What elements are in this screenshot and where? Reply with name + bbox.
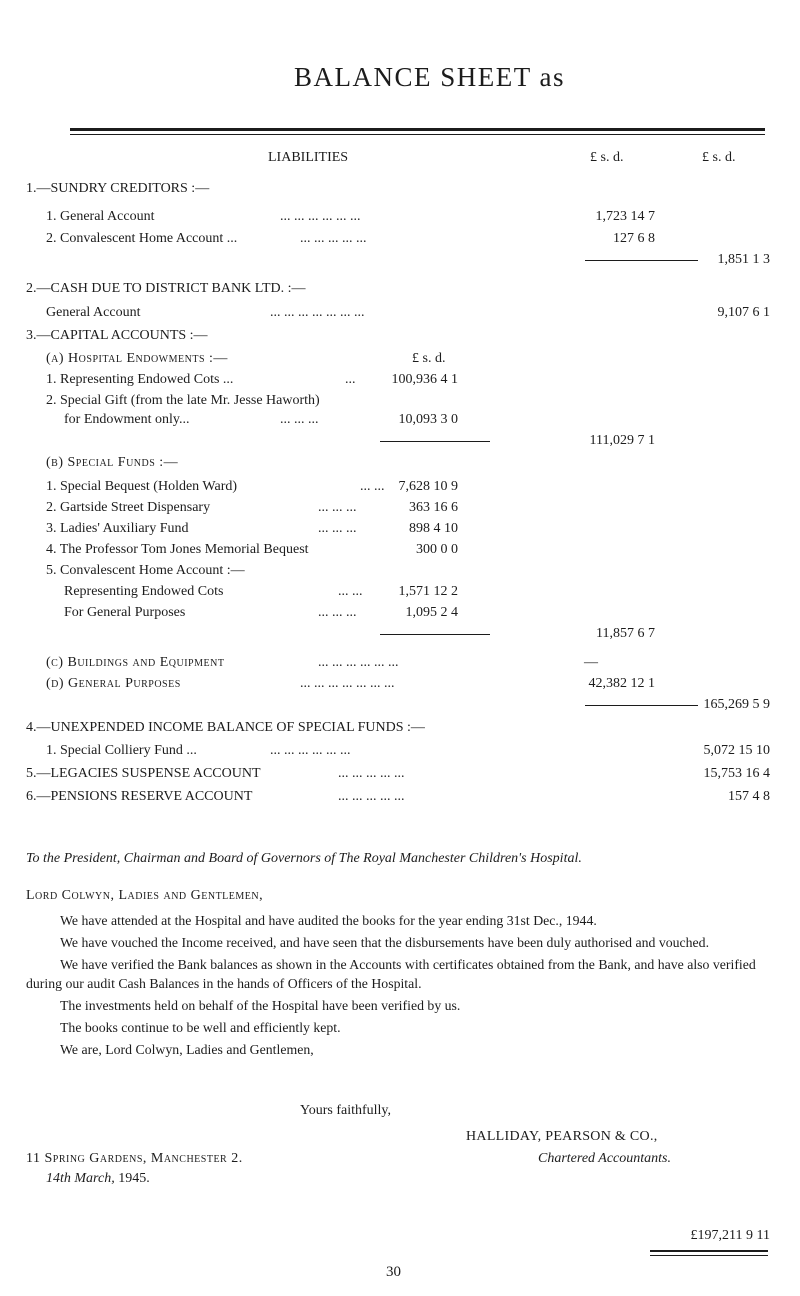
subtotal-rule (585, 705, 698, 706)
subsection-currency-heading: £ s. d. (412, 351, 446, 366)
report-salutation: Lord Colwyn, Ladies and Gentlemen, (26, 888, 264, 903)
line-item-label: 5. Convalescent Home Account :— (46, 563, 245, 578)
leader-dots: ... ... ... (318, 500, 357, 515)
line-item-amount: 898 4 10 (409, 521, 458, 536)
report-date-day: 14th March, (46, 1171, 115, 1186)
line-item-amount: 1,571 12 2 (398, 584, 458, 599)
report-paragraph: We have vouched the Income received, and have seen that the disbursements have been duly authorised and vouched. (60, 935, 710, 950)
section-total: 9,107 6 1 (717, 305, 770, 320)
leader-dots: ... (345, 372, 356, 387)
leader-dots: ... ... ... (318, 605, 357, 620)
report-date (46, 1171, 150, 1187)
line-item-amount: 10,093 3 0 (398, 412, 458, 427)
line-item-amount: 127 6 8 (613, 231, 655, 246)
subsection-special-funds: (b) Special Funds :— (46, 455, 179, 470)
subsection-total: 42,382 12 1 (588, 676, 655, 691)
report-body (26, 911, 774, 1059)
line-item-label: 3. Ladies' Auxiliary Fund (46, 521, 189, 536)
title-rule-thick (70, 128, 765, 131)
auditor-designation: Chartered Accountants. (538, 1151, 671, 1166)
grand-total-rule-thick (650, 1250, 768, 1252)
page-number: 30 (386, 1264, 401, 1280)
line-item-label: 1. Special Bequest (Holden Ward) (46, 479, 238, 494)
line-item-label: for Endowment only... (64, 412, 190, 427)
subtotal-rule (585, 260, 698, 261)
auditor-address: 11 Spring Gardens, Manchester 2. (26, 1151, 243, 1166)
subsection-buildings-equipment: (c) Buildings and Equipment (46, 655, 225, 670)
leader-dots: ... ... ... ... ... (338, 789, 405, 804)
section-total: 165,269 5 9 (703, 697, 770, 712)
leader-dots: ... ... (360, 479, 385, 494)
subtotal-rule (380, 634, 490, 635)
section-capital-accounts: 3.—CAPITAL ACCOUNTS :— (26, 328, 208, 343)
report-paragraph: The investments held on behalf of the Hospital have been verified by us. (60, 998, 461, 1013)
leader-dots: ... ... ... (318, 521, 357, 536)
report-date-year: 1945. (118, 1171, 150, 1186)
section-total: 1,851 1 3 (717, 252, 770, 267)
section-pensions-reserve: 6.—PENSIONS RESERVE ACCOUNT (26, 789, 253, 804)
section-total: 15,753 16 4 (703, 766, 770, 781)
section-cash-due-bank: 2.—CASH DUE TO DISTRICT BANK LTD. :— (26, 281, 306, 296)
leader-dots: ... ... ... ... ... ... ... (270, 305, 365, 320)
section-total: 157 4 8 (728, 789, 770, 804)
line-item-label: General Account (46, 305, 141, 320)
section-sundry-creditors: 1.—SUNDRY CREDITORS :— (26, 181, 210, 196)
leader-dots: ... ... ... ... ... (300, 231, 367, 246)
section-legacies-suspense: 5.—LEGACIES SUSPENSE ACCOUNT (26, 766, 261, 781)
report-closing: Yours faithfully, (300, 1103, 392, 1118)
line-item-amount: 1,723 14 7 (595, 209, 655, 224)
leader-dots: ... ... ... ... ... ... (270, 743, 351, 758)
grand-total-rule-thin (650, 1255, 768, 1256)
section-unexpended-income: 4.—UNEXPENDED INCOME BALANCE OF SPECIAL FUNDS :— (26, 720, 425, 735)
subsection-hospital-endowments: (a) Hospital Endowments :— (46, 351, 228, 366)
line-item-amount: 7,628 10 9 (398, 479, 458, 494)
title-rule-thin (70, 134, 765, 135)
section-total: 5,072 15 10 (703, 743, 770, 758)
subsection-total: — (584, 655, 598, 670)
grand-total: £197,211 9 11 (690, 1228, 770, 1243)
line-item-label: 1. Special Colliery Fund ... (46, 743, 197, 758)
liabilities-heading: LIABILITIES (268, 150, 349, 165)
page-title: BALANCE SHEET as (294, 62, 565, 92)
line-item-amount: 300 0 0 (416, 542, 458, 557)
subtotal-rule (380, 441, 490, 442)
column1-currency-heading: £ s. d. (590, 150, 624, 165)
subsection-general-purposes: (d) General Purposes (46, 676, 181, 691)
leader-dots: ... ... ... ... ... ... (318, 655, 399, 670)
report-paragraph: The books continue to be well and efficiently kept. (60, 1020, 341, 1035)
line-item-label: For General Purposes (64, 605, 186, 620)
line-item-amount: 100,936 4 1 (391, 372, 458, 387)
auditor-firm: HALLIDAY, PEARSON & CO., (466, 1129, 658, 1144)
line-item-label: 1. Representing Endowed Cots ... (46, 372, 234, 387)
column2-currency-heading: £ s. d. (702, 150, 736, 165)
line-item-label: 2. Convalescent Home Account ... (46, 231, 238, 246)
subsection-total: 11,857 6 7 (596, 626, 655, 641)
line-item-label: 1. General Account (46, 209, 155, 224)
leader-dots: ... ... ... ... ... ... (280, 209, 361, 224)
report-addressee: To the President, Chairman and Board of Governors of The Royal Manchester Children's Hospital. (26, 851, 582, 866)
line-item-label: 2. Special Gift (from the late Mr. Jesse Haworth) (46, 393, 320, 408)
report-paragraph: We are, Lord Colwyn, Ladies and Gentlemen, (60, 1042, 314, 1057)
leader-dots: ... ... ... ... ... ... ... (300, 676, 395, 691)
line-item-label: 4. The Professor Tom Jones Memorial Bequest (46, 542, 309, 557)
report-paragraph: We have verified the Bank balances as shown in the Accounts with certificates obtained from the Bank, and have also verified during our audit Cash Balances in the hands of Officers of the Hospital. (26, 957, 756, 991)
subsection-total: 111,029 7 1 (589, 433, 655, 448)
line-item-amount: 1,095 2 4 (405, 605, 458, 620)
report-paragraph: We have attended at the Hospital and have audited the books for the year ending 31st Dec., 1944. (60, 913, 597, 928)
leader-dots: ... ... ... ... ... (338, 766, 405, 781)
leader-dots: ... ... ... (280, 412, 319, 427)
line-item-label: Representing Endowed Cots (64, 584, 224, 599)
leader-dots: ... ... (338, 584, 363, 599)
line-item-amount: 363 16 6 (409, 500, 458, 515)
line-item-label: 2. Gartside Street Dispensary (46, 500, 211, 515)
